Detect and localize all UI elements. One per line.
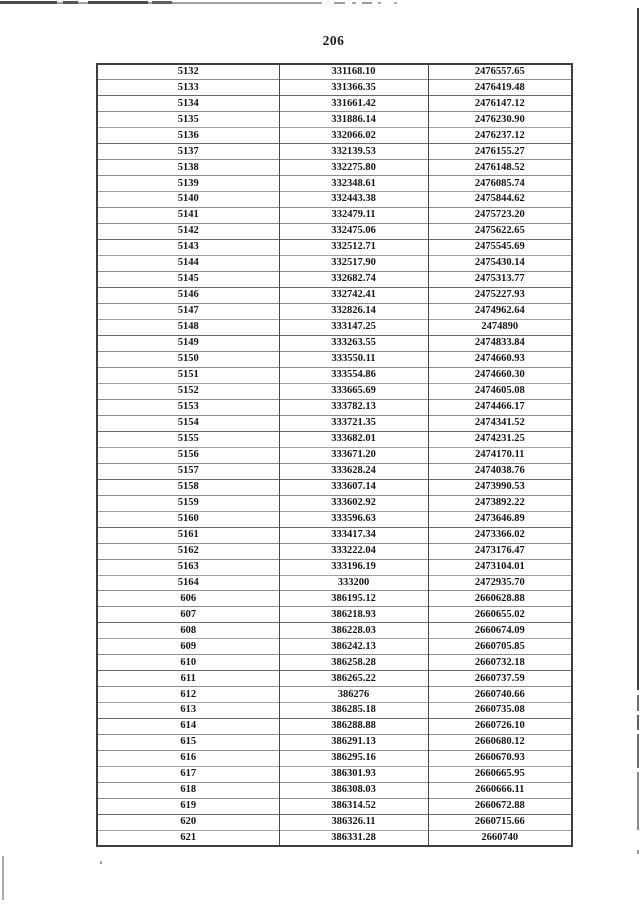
table-cell: 5159 bbox=[97, 495, 279, 511]
table-cell: 332479.11 bbox=[279, 208, 428, 224]
table-cell: 386314.52 bbox=[279, 799, 428, 815]
table-cell: 5133 bbox=[97, 80, 279, 96]
table-cell: 333222.04 bbox=[279, 543, 428, 559]
table-row bbox=[97, 367, 572, 383]
table-cell: 5148 bbox=[97, 320, 279, 336]
table-cell: 2473176.47 bbox=[428, 543, 572, 559]
table-cell: 386291.13 bbox=[279, 735, 428, 751]
table-cell: 5164 bbox=[97, 575, 279, 591]
table-row bbox=[97, 160, 572, 176]
table-cell: 2660735.08 bbox=[428, 703, 572, 719]
table-cell: 5151 bbox=[97, 367, 279, 383]
table-cell: 386288.88 bbox=[279, 719, 428, 735]
table-cell: 2474833.84 bbox=[428, 335, 572, 351]
table-cell: 614 bbox=[97, 719, 279, 735]
table-body bbox=[97, 64, 572, 846]
table-cell: 607 bbox=[97, 607, 279, 623]
table-cell: 2476230.90 bbox=[428, 112, 572, 128]
table-cell: 5144 bbox=[97, 256, 279, 272]
table-cell: 333147.25 bbox=[279, 320, 428, 336]
table-cell: 332348.61 bbox=[279, 176, 428, 192]
table-cell: 386258.28 bbox=[279, 655, 428, 671]
table-row bbox=[97, 431, 572, 447]
table-cell: 333607.14 bbox=[279, 479, 428, 495]
table-cell: 386276 bbox=[279, 687, 428, 703]
table-row bbox=[97, 383, 572, 399]
table-cell: 2660672.88 bbox=[428, 799, 572, 815]
table-cell: 2660666.11 bbox=[428, 783, 572, 799]
table-cell: 2474660.30 bbox=[428, 367, 572, 383]
table-cell: 2476085.74 bbox=[428, 176, 572, 192]
scan-artifact-bottom-left-line bbox=[2, 856, 4, 900]
table-cell: 331366.35 bbox=[279, 80, 428, 96]
table-cell: 5141 bbox=[97, 208, 279, 224]
table-cell: 333263.55 bbox=[279, 335, 428, 351]
table-cell: 331661.42 bbox=[279, 96, 428, 112]
table-row bbox=[97, 687, 572, 703]
table-row bbox=[97, 623, 572, 639]
table-cell: 5162 bbox=[97, 543, 279, 559]
table-row bbox=[97, 735, 572, 751]
table-row bbox=[97, 543, 572, 559]
table-cell: 333782.13 bbox=[279, 399, 428, 415]
table-cell: 332742.41 bbox=[279, 288, 428, 304]
scan-artifact-right-edge-line bbox=[637, 8, 639, 690]
table-cell: 609 bbox=[97, 639, 279, 655]
table-cell: 333628.24 bbox=[279, 463, 428, 479]
table-cell: 2474962.64 bbox=[428, 304, 572, 320]
table-cell: 386265.22 bbox=[279, 671, 428, 687]
table-cell: 5143 bbox=[97, 240, 279, 256]
table-cell: 5132 bbox=[177, 65, 199, 77]
table-row bbox=[97, 447, 572, 463]
table-cell: 2660665.95 bbox=[428, 767, 572, 783]
scan-artifact-top-dark-segment bbox=[88, 1, 148, 4]
table-row bbox=[97, 415, 572, 431]
table-cell: 333671.20 bbox=[279, 447, 428, 463]
scan-artifact-top-dark-segment bbox=[63, 1, 78, 4]
table-cell: 615 bbox=[97, 735, 279, 751]
table-cell: 618 bbox=[97, 783, 279, 799]
table-row bbox=[97, 256, 572, 272]
table-row bbox=[97, 208, 572, 224]
table-cell: 332682.74 bbox=[279, 272, 428, 288]
table-row bbox=[97, 703, 572, 719]
table-cell: 2476237.12 bbox=[428, 128, 572, 144]
table-cell: 2472935.70 bbox=[428, 575, 572, 591]
table-row bbox=[97, 288, 572, 304]
table-cell: 386295.16 bbox=[279, 751, 428, 767]
scan-artifact-top-dash bbox=[378, 2, 381, 4]
table-row bbox=[97, 80, 572, 96]
table-cell: 5155 bbox=[97, 431, 279, 447]
table-row bbox=[97, 479, 572, 495]
table-cell: 386195.12 bbox=[279, 591, 428, 607]
table-cell: 620 bbox=[97, 815, 279, 831]
table-cell: 2660740 bbox=[428, 831, 572, 847]
table-cell: 2660628.88 bbox=[428, 591, 572, 607]
table-cell: 2660655.02 bbox=[428, 607, 572, 623]
table-row bbox=[97, 575, 572, 591]
table-cell: 5146 bbox=[97, 288, 279, 304]
table-cell: 5158 bbox=[97, 479, 279, 495]
table-row bbox=[97, 463, 572, 479]
table-row bbox=[97, 815, 572, 831]
table-row bbox=[97, 559, 572, 575]
table-row bbox=[97, 240, 572, 256]
table-cell: 2473892.22 bbox=[428, 495, 572, 511]
table-row bbox=[97, 751, 572, 767]
table-cell: 2473104.01 bbox=[428, 559, 572, 575]
table-cell: 608 bbox=[97, 623, 279, 639]
table-cell: 2474038.76 bbox=[428, 463, 572, 479]
table-row bbox=[97, 64, 572, 80]
table-cell: 2475545.69 bbox=[428, 240, 572, 256]
table-cell: 2475723.20 bbox=[428, 208, 572, 224]
table-row bbox=[97, 128, 572, 144]
table-cell: 2475227.93 bbox=[428, 288, 572, 304]
table-cell: 621 bbox=[97, 831, 279, 847]
table-cell: 5137 bbox=[97, 144, 279, 160]
table-row bbox=[97, 96, 572, 112]
table-cell: 333196.19 bbox=[279, 559, 428, 575]
table-cell: 386331.28 bbox=[279, 831, 428, 847]
table-cell: 5153 bbox=[97, 399, 279, 415]
table-cell: 332443.38 bbox=[279, 192, 428, 208]
table-row bbox=[97, 495, 572, 511]
table-cell: 2474605.08 bbox=[428, 383, 572, 399]
table-cell: 332066.02 bbox=[279, 128, 428, 144]
table-row bbox=[97, 799, 572, 815]
table-row bbox=[97, 224, 572, 240]
table-row bbox=[97, 719, 572, 735]
table-cell: 333200 bbox=[279, 575, 428, 591]
scan-artifact-right-edge-dash bbox=[637, 772, 639, 830]
table-cell: 5142 bbox=[97, 224, 279, 240]
table-cell: 619 bbox=[97, 799, 279, 815]
table-cell: 333554.86 bbox=[279, 367, 428, 383]
table-cell: 332826.14 bbox=[279, 304, 428, 320]
table-cell: 2476155.27 bbox=[428, 144, 572, 160]
table-cell: 5136 bbox=[97, 128, 279, 144]
table-cell: 2474890 bbox=[428, 320, 572, 336]
table-row bbox=[97, 511, 572, 527]
table-cell: 606 bbox=[97, 591, 279, 607]
table-cell: 5140 bbox=[97, 192, 279, 208]
table-row bbox=[97, 272, 572, 288]
table-cell: 2474170.11 bbox=[428, 447, 572, 463]
table-cell: 5138 bbox=[97, 160, 279, 176]
data-table bbox=[96, 63, 573, 847]
table-cell: 2660726.10 bbox=[428, 719, 572, 735]
table-cell: 2660705.85 bbox=[428, 639, 572, 655]
table-cell: 2473990.53 bbox=[428, 479, 572, 495]
scan-artifact-right-edge-dash bbox=[637, 734, 639, 768]
table-cell: 2660737.59 bbox=[428, 671, 572, 687]
table-row bbox=[97, 671, 572, 687]
table-cell: 5154 bbox=[97, 415, 279, 431]
table-cell: 2474341.52 bbox=[428, 415, 572, 431]
table-row bbox=[97, 144, 572, 160]
table-row bbox=[97, 112, 572, 128]
table-cell: 2475844.62 bbox=[428, 192, 572, 208]
table-cell: 2660732.18 bbox=[428, 655, 572, 671]
table-cell: 5139 bbox=[97, 176, 279, 192]
scan-artifact-stray-dot bbox=[100, 861, 102, 864]
scan-artifact-top-dark-segment bbox=[152, 1, 172, 4]
table-cell: 2475622.65 bbox=[428, 224, 572, 240]
table-cell: 5156 bbox=[97, 447, 279, 463]
table-cell: 386228.03 bbox=[279, 623, 428, 639]
table-cell: 5163 bbox=[97, 559, 279, 575]
table-cell: 333596.63 bbox=[279, 511, 428, 527]
table-cell: 2476148.52 bbox=[428, 160, 572, 176]
table-cell: 5145 bbox=[97, 272, 279, 288]
table-row bbox=[97, 320, 572, 336]
table-cell: 2475313.77 bbox=[428, 272, 572, 288]
table-row bbox=[97, 399, 572, 415]
table-cell: 2660740.66 bbox=[428, 687, 572, 703]
table-cell: 5150 bbox=[97, 351, 279, 367]
table-cell: 333682.01 bbox=[279, 431, 428, 447]
table-row bbox=[97, 783, 572, 799]
table-cell: 333602.92 bbox=[279, 495, 428, 511]
table-cell: 386326.11 bbox=[279, 815, 428, 831]
page-number: 206 bbox=[322, 33, 345, 48]
table-row bbox=[97, 335, 572, 351]
table-cell: 617 bbox=[97, 767, 279, 783]
table-cell: 332512.71 bbox=[279, 240, 428, 256]
scan-artifact-top-dash bbox=[362, 2, 372, 4]
table-cell: 333721.35 bbox=[279, 415, 428, 431]
table-cell: 331168.10 bbox=[279, 64, 428, 80]
table-cell: 386285.18 bbox=[279, 703, 428, 719]
table-cell: 333417.34 bbox=[279, 527, 428, 543]
table-cell: 333550.11 bbox=[279, 351, 428, 367]
table-cell: 5147 bbox=[97, 304, 279, 320]
scan-artifact-top-dark-segment bbox=[0, 1, 57, 4]
table-cell: 332475.06 bbox=[279, 224, 428, 240]
table-cell: 332275.80 bbox=[279, 160, 428, 176]
table-cell: 332139.53 bbox=[279, 144, 428, 160]
table-cell: 386308.03 bbox=[279, 783, 428, 799]
scan-artifact-right-edge-dot bbox=[637, 850, 639, 854]
table-row bbox=[97, 527, 572, 543]
table-cell: 2474466.17 bbox=[428, 399, 572, 415]
table-cell: 611 bbox=[97, 671, 279, 687]
table-cell: 2660715.66 bbox=[428, 815, 572, 831]
table-cell: 2474231.25 bbox=[428, 431, 572, 447]
table-row bbox=[97, 655, 572, 671]
table-cell: 2474660.93 bbox=[428, 351, 572, 367]
table-cell: 5161 bbox=[97, 527, 279, 543]
table-cell: 2476419.48 bbox=[428, 80, 572, 96]
scan-artifact-right-edge-dash bbox=[637, 695, 639, 711]
table-cell: 612 bbox=[97, 687, 279, 703]
scan-artifact-top-dash bbox=[352, 2, 356, 4]
scan-artifact-right-edge-dash bbox=[637, 715, 639, 730]
table-row bbox=[97, 767, 572, 783]
table-row bbox=[97, 639, 572, 655]
table-cell: 386242.13 bbox=[279, 639, 428, 655]
table-row bbox=[97, 176, 572, 192]
table-row bbox=[97, 351, 572, 367]
table-cell: 386301.93 bbox=[279, 767, 428, 783]
table-cell: 610 bbox=[97, 655, 279, 671]
table-cell: 5135 bbox=[97, 112, 279, 128]
table-cell: 5160 bbox=[97, 511, 279, 527]
table-cell: 613 bbox=[97, 703, 279, 719]
table-cell: 5157 bbox=[97, 463, 279, 479]
table-cell: 331886.14 bbox=[279, 112, 428, 128]
table-cell: 2475430.14 bbox=[428, 256, 572, 272]
table-cell: 5134 bbox=[97, 96, 279, 112]
table-cell: 5152 bbox=[97, 383, 279, 399]
table-row bbox=[97, 304, 572, 320]
table-cell: 332517.90 bbox=[279, 256, 428, 272]
table-cell: 333665.69 bbox=[279, 383, 428, 399]
table-row bbox=[97, 192, 572, 208]
table-cell: 2660674.09 bbox=[428, 623, 572, 639]
table-cell: 2473366.02 bbox=[428, 527, 572, 543]
table-row bbox=[97, 607, 572, 623]
scan-artifact-top-line bbox=[0, 2, 322, 4]
table-cell: 2476147.12 bbox=[428, 96, 572, 112]
table-cell: 2660670.93 bbox=[428, 751, 572, 767]
table-row bbox=[97, 831, 572, 847]
table-cell: 386218.93 bbox=[279, 607, 428, 623]
table-cell: 616 bbox=[97, 751, 279, 767]
table-row bbox=[97, 591, 572, 607]
scan-artifact-top-dash bbox=[334, 2, 345, 4]
table-cell: 2473646.89 bbox=[428, 511, 572, 527]
scan-artifact-top-dash bbox=[394, 2, 397, 4]
table-cell: 2660680.12 bbox=[428, 735, 572, 751]
table-cell: 2476557.65 bbox=[428, 64, 572, 80]
table-cell: 5149 bbox=[97, 335, 279, 351]
